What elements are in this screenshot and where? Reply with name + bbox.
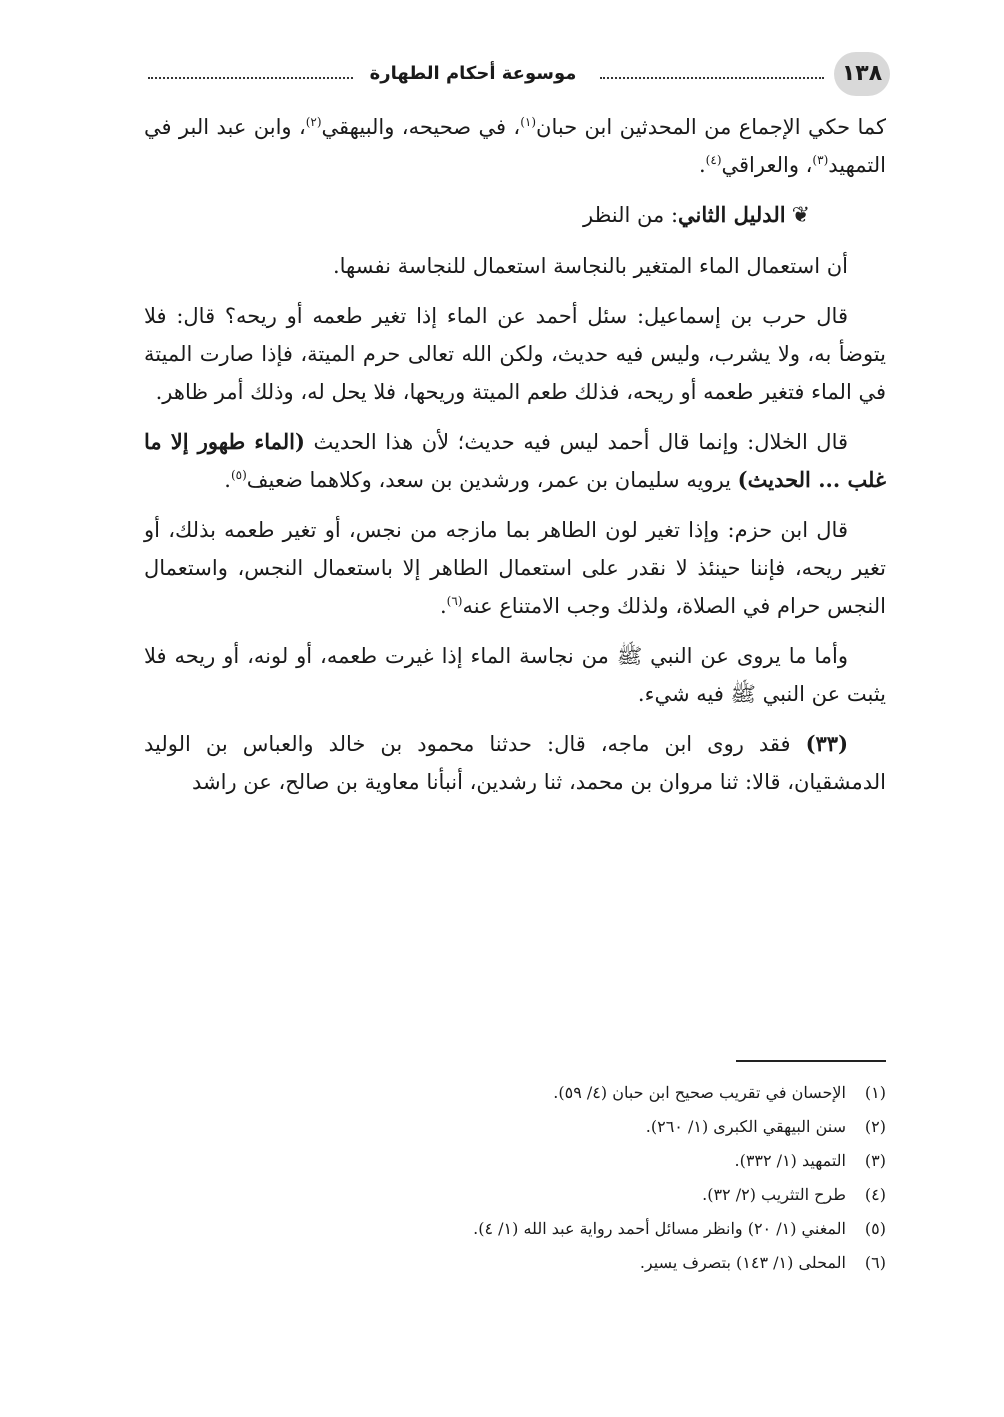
text-run: ، وابن عبد البر في التمهيد bbox=[144, 115, 886, 177]
footnote-item bbox=[144, 1246, 886, 1280]
footnote-item bbox=[144, 1076, 886, 1110]
paragraph-ijma bbox=[144, 108, 886, 184]
footnote-ref[interactable]: (١) bbox=[520, 115, 537, 129]
paragraph-harb: قال حرب بن إسماعيل: سئل أحمد عن الماء إذا تغير طعمه أو ريحه؟ قال: فلا يتوضأ به، ولا يشرب، وليس فيه حديث، ولكن الله تعالى حرم الميتة، فإذا صارت الميتة في الماء فتغير طعمه أو ريحه، فذلك طعم الميتة وريحها، فلا يحل له، وذلك أمر ظاهر. bbox=[144, 304, 886, 404]
footnote-number: (٤) bbox=[864, 1185, 886, 1204]
paragraph-ibn-hazm bbox=[144, 511, 886, 625]
footnotes bbox=[144, 1076, 886, 1280]
running-title: موسوعة أحكام الطهارة bbox=[358, 61, 588, 87]
footnote-ref[interactable]: (٤) bbox=[705, 153, 722, 167]
footnote-text: المغني (١/ ٢٠) وانظر مسائل أحمد رواية عبد الله (١/ ٤). bbox=[473, 1219, 846, 1238]
footnote-text: المحلى (١/ ١٤٣) بتصرف يسير. bbox=[639, 1253, 846, 1272]
footnote-text: الإحسان في تقريب صحيح ابن حبان (٤/ ٥٩). bbox=[553, 1083, 846, 1102]
text-run: فقد روى ابن ماجه، قال: حدثنا محمود بن خالد والعباس بن الوليد الدمشقيان، قالا: ثنا مروان بن محمد، ثنا رشدين، أنبأنا معاوية بن صالح، عن راشد bbox=[144, 732, 886, 794]
heading-text: : من النظر bbox=[582, 203, 679, 227]
footnote-text: التمهيد (١/ ٣٣٢). bbox=[734, 1151, 846, 1170]
footnote-item bbox=[144, 1178, 886, 1212]
footnote-text: سنن البيهقي الكبرى (١/ ٢٦٠). bbox=[645, 1117, 846, 1136]
text-run: كما حكي الإجماع من المحدثين ابن حبان bbox=[536, 115, 886, 139]
footnote-number: (٣) bbox=[864, 1151, 886, 1170]
footnote-ref[interactable]: (٣) bbox=[812, 153, 829, 167]
footnote-item bbox=[144, 1212, 886, 1246]
section-heading bbox=[144, 196, 886, 235]
page-header bbox=[148, 52, 890, 96]
footnote-number: (٢) bbox=[864, 1117, 886, 1136]
text-run: قال الخلال: وإنما قال أحمد ليس فيه حديث؛ لأن هذا الحديث bbox=[304, 430, 849, 454]
text-run: يرويه سليمان بن عمر، ورشدين بن سعد، وكلاهما ضعيف bbox=[246, 468, 738, 492]
leaf-ornament-icon: ❦ bbox=[791, 203, 810, 228]
text-run: . bbox=[439, 594, 447, 618]
heading-bold-text: الدليل الثاني bbox=[678, 202, 786, 227]
paragraph-hadith-33 bbox=[144, 725, 886, 801]
text-run: ، والعراقي bbox=[721, 153, 813, 177]
text-run: . bbox=[224, 468, 231, 492]
footnote-divider bbox=[736, 1060, 886, 1062]
footnote-number: (٦) bbox=[864, 1253, 886, 1272]
paragraph-khallal bbox=[144, 423, 886, 499]
footnote-item bbox=[144, 1110, 886, 1144]
footnote-item bbox=[144, 1144, 886, 1178]
page-number: ١٣٨ bbox=[834, 52, 890, 96]
footnote-number: (١) bbox=[864, 1083, 886, 1102]
header-dotted-rule-left bbox=[148, 77, 353, 79]
hadith-number: (٣٣) bbox=[805, 731, 848, 756]
footnote-number: (٥) bbox=[864, 1219, 886, 1238]
header-dotted-rule-right bbox=[600, 77, 824, 79]
hadith-title: (الماء طهور إلا ما غلب ... الحديث) bbox=[144, 429, 886, 492]
paragraph-argument: أن استعمال الماء المتغير بالنجاسة استعمال للنجاسة نفسها. bbox=[332, 254, 848, 278]
main-text bbox=[144, 108, 886, 801]
text-run: قال ابن حزم: وإذا تغير لون الطاهر بما مازجه من نجس، أو تغير طعمه بذلك، أو تغير ريحه، فإننا حينئذ لا نقدر على استعمال الطاهر إلا باستعمال النجس، واستعمال النجس حرام في الصلاة، ولذلك وجب الامتناع عنه bbox=[144, 518, 886, 618]
text-run: ، في صحيحه، والبيهقي bbox=[321, 115, 521, 139]
paragraph-prophet: وأما ما يروى عن النبي ﷺ من نجاسة الماء إذا غيرت طعمه، أو لونه، أو ريحه فلا يثبت عن النبي ﷺ فيه شيء. bbox=[144, 644, 886, 706]
footnote-text: طرح التثريب (٢/ ٣٢). bbox=[702, 1185, 846, 1204]
footnote-ref[interactable]: (٥) bbox=[230, 468, 247, 482]
footnote-ref[interactable]: (٢) bbox=[305, 115, 322, 129]
text-run: . bbox=[698, 153, 706, 177]
footnote-ref[interactable]: (٦) bbox=[446, 594, 463, 608]
